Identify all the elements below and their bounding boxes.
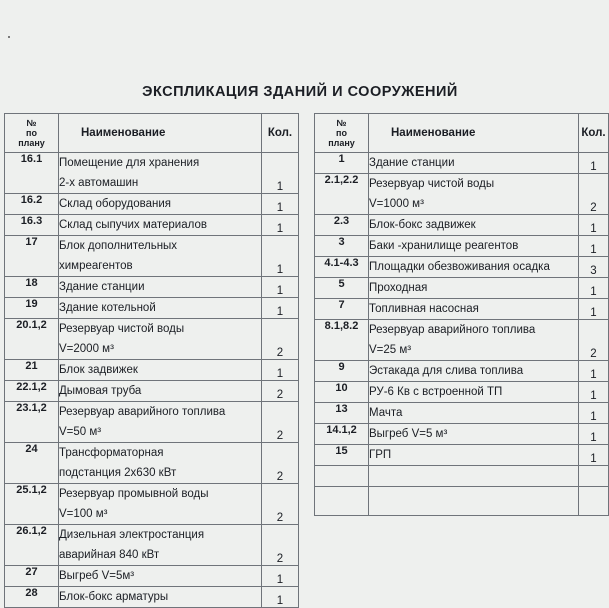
row-name-line: Резервуар аварийного топлива: [369, 324, 536, 336]
row-plan-number: 2.3: [315, 215, 369, 236]
table-row: [315, 445, 609, 466]
row-quantity: 2: [262, 484, 299, 525]
row-plan-number: 17: [5, 236, 59, 277]
row-quantity: 1: [262, 277, 299, 298]
row-name-line: химреагентов: [59, 260, 133, 272]
header-row: [315, 114, 609, 153]
table-row: [315, 382, 609, 403]
row-plan-number: 2.1,2.2: [315, 174, 369, 215]
header-no-line-3: плану: [328, 138, 355, 148]
row-name: [59, 194, 262, 215]
row-plan-number: 20.1,2: [5, 319, 59, 360]
row-name-line: Здание станции: [59, 281, 145, 293]
row-quantity: 1: [262, 236, 299, 277]
row-name-line: Выгреб V=5м³: [59, 570, 135, 582]
row-plan-number: 27: [5, 566, 59, 587]
table-row: [5, 525, 299, 566]
row-name-line: 2-х автомашин: [59, 177, 139, 189]
row-quantity: 1: [579, 382, 609, 403]
row-name-line: аварийная 840 кВт: [59, 549, 160, 561]
empty-cell: [369, 487, 579, 516]
row-name-line: Здание котельной: [59, 302, 156, 314]
row-name: [369, 361, 579, 382]
row-quantity: 1: [262, 298, 299, 319]
header-row: [5, 114, 299, 153]
row-name: [369, 215, 579, 236]
row-name-line: Проходная: [369, 282, 428, 294]
row-plan-number: 8.1,8.2: [315, 320, 369, 361]
row-name-line: Мачта: [369, 407, 403, 419]
row-name: [59, 443, 262, 484]
header-qty: Кол.: [262, 114, 299, 153]
table-row: [5, 484, 299, 525]
row-name-line: ГРП: [369, 449, 392, 461]
row-plan-number: 24: [5, 443, 59, 484]
header-no-line-1: №: [26, 118, 37, 128]
row-name-line: Топливная насосная: [369, 303, 479, 315]
row-quantity: 1: [262, 215, 299, 236]
left-explication-table: [4, 113, 299, 608]
empty-cell: [579, 487, 609, 516]
table-row: [315, 174, 609, 215]
row-plan-number: 18: [5, 277, 59, 298]
row-name: [369, 382, 579, 403]
row-name-line: Блок-бокс задвижек: [369, 219, 476, 231]
table-row: [315, 403, 609, 424]
row-plan-number: 4.1-4.3: [315, 257, 369, 278]
row-plan-number: 13: [315, 403, 369, 424]
row-name: [369, 236, 579, 257]
empty-row: [315, 466, 609, 487]
row-name-line: Эстакада для слива топлива: [369, 365, 524, 377]
row-name-line: Резервуар чистой воды: [369, 178, 495, 190]
row-name: [59, 153, 262, 194]
row-quantity: 2: [262, 319, 299, 360]
row-plan-number: 9: [315, 361, 369, 382]
page-title: ЭКСПЛИКАЦИЯ ЗДАНИЙ И СООРУЖЕНИЙ: [142, 84, 458, 100]
row-name-line: Блок-бокс арматуры: [59, 591, 169, 603]
row-name-line: Склад оборудования: [59, 198, 171, 210]
table-row: [315, 424, 609, 445]
table-row: [315, 320, 609, 361]
row-plan-number: 16.1: [5, 153, 59, 194]
row-quantity: 1: [579, 424, 609, 445]
row-quantity: 1: [579, 278, 609, 299]
row-name-line: V=1000 м³: [369, 198, 424, 210]
speck: [8, 36, 10, 38]
row-name-line: РУ-6 Кв с встроенной ТП: [369, 386, 503, 398]
row-name-line: Выгреб V=5 м³: [369, 428, 448, 440]
row-name: [59, 402, 262, 443]
row-name: [59, 277, 262, 298]
header-no: [315, 114, 369, 153]
row-name-line: Трансформаторная: [59, 447, 164, 459]
table-row: [315, 299, 609, 320]
table-row: [5, 402, 299, 443]
row-name: [369, 278, 579, 299]
row-name: [369, 320, 579, 361]
empty-cell: [579, 466, 609, 487]
row-plan-number: 1: [315, 153, 369, 174]
row-plan-number: 5: [315, 278, 369, 299]
row-quantity: 2: [579, 320, 609, 361]
table-row: [5, 319, 299, 360]
row-quantity: 1: [579, 403, 609, 424]
row-name-line: Площадки обезвоживания осадка: [369, 261, 550, 273]
row-quantity: 1: [579, 299, 609, 320]
header-no-line-2: по: [26, 128, 37, 138]
row-name: [369, 257, 579, 278]
row-name: [369, 403, 579, 424]
row-quantity: 2: [262, 443, 299, 484]
row-plan-number: 3: [315, 236, 369, 257]
row-name-line: Резервуар промывной воды: [59, 488, 209, 500]
row-name: [59, 236, 262, 277]
row-quantity: 2: [579, 174, 609, 215]
table-row: [5, 215, 299, 236]
row-name: [369, 424, 579, 445]
header-no-line-3: плану: [18, 138, 45, 148]
row-plan-number: 19: [5, 298, 59, 319]
row-name: [369, 153, 579, 174]
header-qty: Кол.: [579, 114, 609, 153]
row-quantity: 1: [579, 236, 609, 257]
row-quantity: 1: [262, 153, 299, 194]
header-no-line-2: по: [336, 128, 347, 138]
table-row: [5, 360, 299, 381]
table-row: [5, 566, 299, 587]
row-quantity: 3: [579, 257, 609, 278]
row-quantity: 1: [262, 360, 299, 381]
row-plan-number: 21: [5, 360, 59, 381]
row-plan-number: 23.1,2: [5, 402, 59, 443]
header-no-line-1: №: [336, 118, 347, 128]
row-name-line: Дымовая труба: [59, 385, 142, 397]
row-name-line: V=2000 м³: [59, 343, 114, 355]
right-explication-table: [314, 113, 609, 516]
row-name-line: Баки -хранилище реагентов: [369, 240, 519, 252]
row-name-line: Склад сыпучих материалов: [59, 219, 207, 231]
row-plan-number: 15: [315, 445, 369, 466]
row-plan-number: 16.2: [5, 194, 59, 215]
row-name: [369, 174, 579, 215]
header-name: Наименование: [59, 114, 262, 153]
row-plan-number: 22.1,2: [5, 381, 59, 402]
row-name-line: V=25 м³: [369, 344, 412, 356]
empty-row: [315, 487, 609, 516]
row-name: [369, 299, 579, 320]
table-row: [5, 381, 299, 402]
row-name: [59, 525, 262, 566]
table-row: [5, 298, 299, 319]
row-name-line: Дизельная электростанция: [59, 529, 205, 541]
row-name: [59, 360, 262, 381]
table-row: [315, 257, 609, 278]
empty-cell: [315, 487, 369, 516]
row-name: [59, 215, 262, 236]
row-name-line: Резервуар чистой воды: [59, 323, 185, 335]
table-row: [315, 153, 609, 174]
header-name: Наименование: [369, 114, 579, 153]
row-name: [59, 298, 262, 319]
row-name: [59, 587, 262, 608]
header-no: [5, 114, 59, 153]
row-quantity: 1: [579, 361, 609, 382]
table-row: [5, 587, 299, 608]
empty-cell: [315, 466, 369, 487]
row-plan-number: 25.1,2: [5, 484, 59, 525]
row-name-line: Блок задвижек: [59, 364, 138, 376]
row-name-line: Здание станции: [369, 157, 455, 169]
row-name-line: Блок дополнительных: [59, 240, 178, 252]
table-row: [5, 277, 299, 298]
table-row: [5, 194, 299, 215]
row-quantity: 1: [579, 215, 609, 236]
row-quantity: 2: [262, 402, 299, 443]
row-name: [59, 484, 262, 525]
row-quantity: 2: [262, 525, 299, 566]
table-row: [5, 236, 299, 277]
row-name-line: V=100 м³: [59, 508, 108, 520]
table-row: [315, 278, 609, 299]
row-quantity: 1: [262, 587, 299, 608]
row-quantity: 1: [262, 194, 299, 215]
table-row: [315, 215, 609, 236]
empty-cell: [369, 466, 579, 487]
row-quantity: 2: [262, 381, 299, 402]
row-name: [59, 566, 262, 587]
row-plan-number: 7: [315, 299, 369, 320]
table-row: [315, 236, 609, 257]
bleed-through-text: [170, 70, 430, 84]
row-name-line: подстанция 2х630 кВт: [59, 467, 177, 479]
row-quantity: 1: [579, 445, 609, 466]
row-plan-number: 26.1,2: [5, 525, 59, 566]
row-name-line: Резервуар аварийного топлива: [59, 406, 226, 418]
row-name: [369, 445, 579, 466]
row-name-line: Помещение для хранения: [59, 157, 200, 169]
row-plan-number: 10: [315, 382, 369, 403]
row-name: [59, 319, 262, 360]
row-plan-number: 14.1,2: [315, 424, 369, 445]
table-row: [5, 443, 299, 484]
row-plan-number: 28: [5, 587, 59, 608]
table-row: [315, 361, 609, 382]
row-plan-number: 16.3: [5, 215, 59, 236]
row-quantity: 1: [262, 566, 299, 587]
row-quantity: 1: [579, 153, 609, 174]
row-name: [59, 381, 262, 402]
row-name-line: V=50 м³: [59, 426, 102, 438]
table-row: [5, 153, 299, 194]
